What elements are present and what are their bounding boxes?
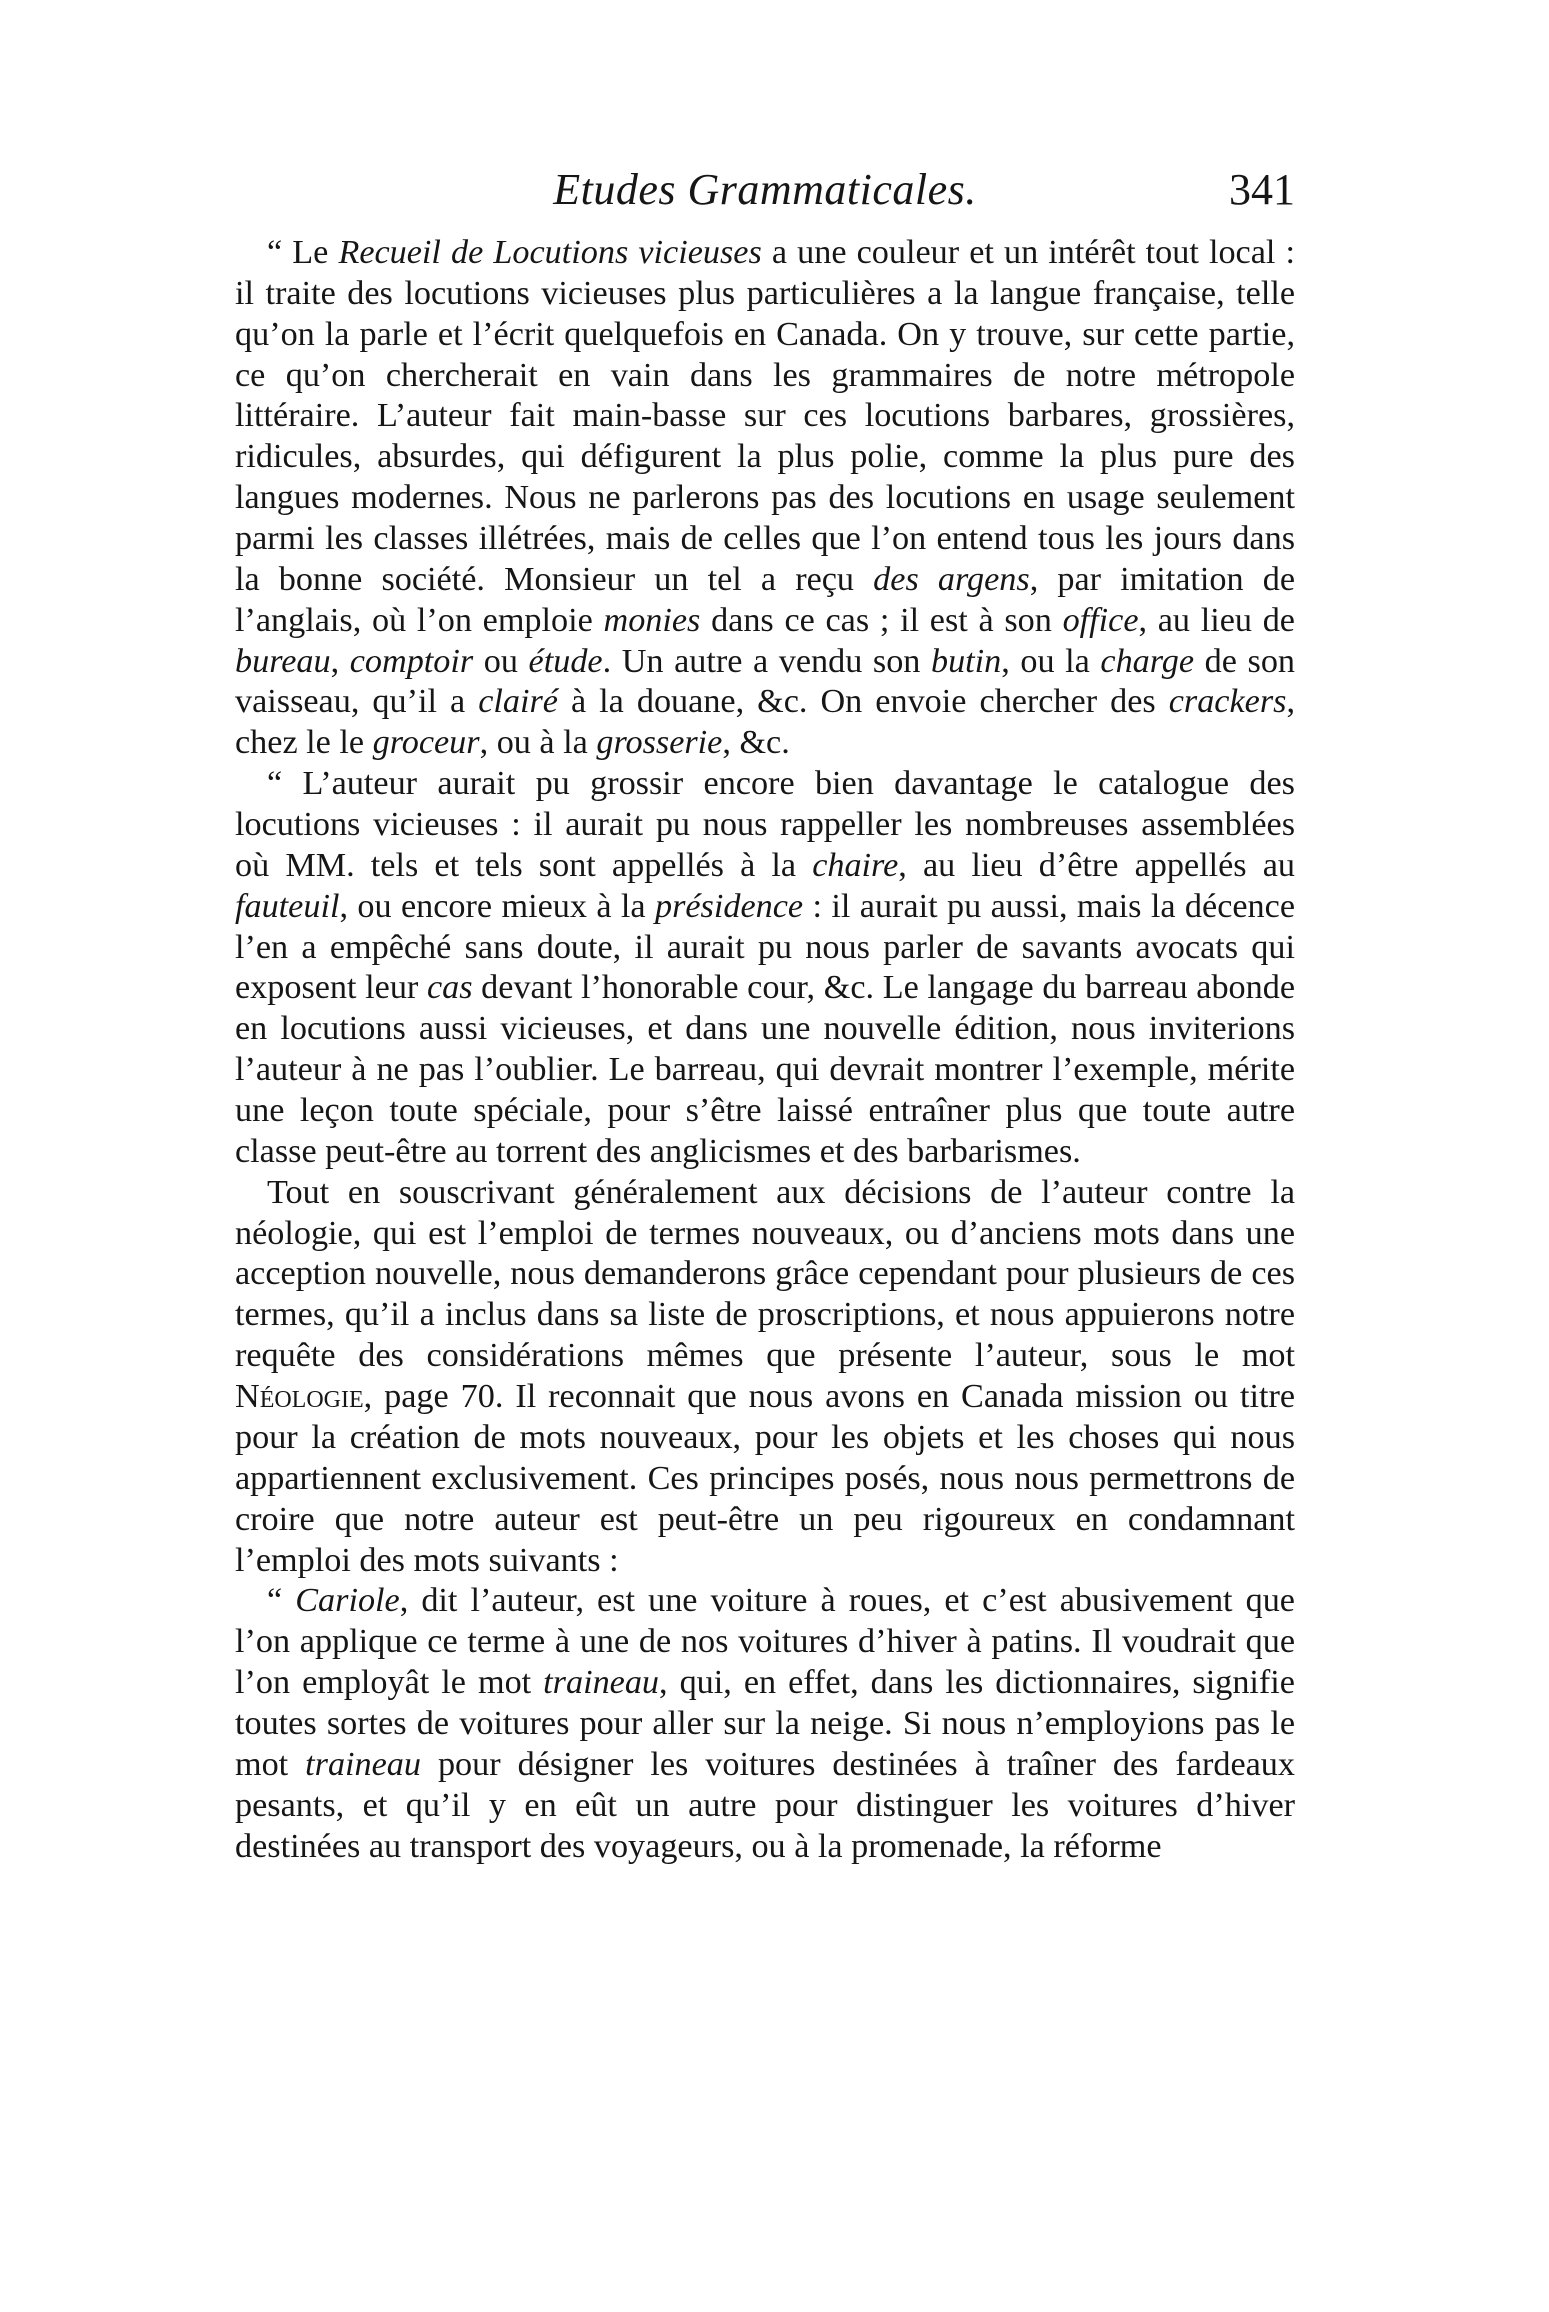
text-run: , ou la — [1001, 642, 1101, 680]
small-caps-term: Néologie — [235, 1378, 364, 1416]
italic-term: crackers — [1168, 683, 1287, 721]
italic-term: des argens — [873, 560, 1030, 598]
text-run: de son vaisseau, qu’il a — [235, 642, 1296, 721]
text-run: . Un autre a vendu son — [602, 642, 931, 680]
text-run: , &c. — [722, 724, 790, 762]
text-run: , au lieu d’être appellés au — [898, 846, 1295, 884]
text-run: pour désigner les voitures destinées à traîner des fardeaux pesants, et qu’il y en eût un autre pour distinguer les voitures d’hiver destinées au transport des voyageurs, ou à la promenade, la réforme — [235, 1745, 1295, 1865]
text-run: , par imitation de l’anglais, où l’on emploie — [235, 560, 1296, 639]
italic-term: groceur — [372, 724, 480, 762]
italic-term: traineau — [543, 1664, 660, 1702]
body-text — [235, 233, 1295, 1867]
running-title: Etudes Grammaticales. — [553, 165, 977, 214]
text-run: , page 70. Il reconnait que nous avons en Canada mission ou titre pour la création de mots nouveaux, pour les objets et les choses qui nous appartiennent exclusivement. Ces principes posés, nous nous permettrons de croire que notre auteur est peut-être un peu rigoureux en condamnant l’emploi des mots suivants : — [235, 1378, 1295, 1579]
text-run: : il aurait pu aussi, mais la décence l’en a empêché sans doute, il aurait pu nous parler de savants avocats qui exposent leur — [235, 887, 1295, 1007]
text-run: , dit l’auteur, est une voiture à roues, et c’est abusivement que l’on applique ce terme à une de nos voitures d’hiver à patins. Il voudrait que l’on employât le mot — [235, 1582, 1295, 1702]
text-run: dans ce cas ; il est à son — [700, 601, 1063, 639]
text-run: “ Le — [267, 234, 339, 271]
italic-term: butin — [930, 642, 1002, 680]
page-number: 341 — [1229, 165, 1295, 214]
paragraph — [235, 764, 1295, 1173]
text-run: , au lieu de — [1138, 601, 1295, 639]
text-run: ou — [473, 642, 529, 680]
text-run: , ou encore mieux à la — [339, 887, 655, 925]
text-run: devant l’honorable cour, &c. Le langage du barreau abonde en locutions aussi vicieuses, et dans une nouvelle édition, nous inviterions l’auteur à ne pas l’oublier. Le barreau, qui devrait montrer l’exemple, mérite une leçon toute spéciale, pour s’être laissé entraîner plus que toute autre classe peut-être au torrent des anglicismes et des barbarismes. — [235, 969, 1295, 1170]
text-run: , — [330, 642, 350, 680]
italic-term: monies — [603, 601, 701, 639]
italic-term: office — [1062, 601, 1139, 639]
text-run: “ — [267, 1582, 296, 1620]
page-header — [235, 150, 1295, 230]
text-run: , qui, en effet, dans les dictionnaires, signifie toutes sortes de voitures pour aller sur la neige. Si nous n’employions pas le mot — [235, 1664, 1295, 1783]
italic-term: étude — [528, 642, 603, 680]
paragraph — [235, 1581, 1295, 1867]
italic-term: charge — [1100, 642, 1195, 680]
italic-term: Cariole — [295, 1582, 400, 1620]
italic-term: comptoir — [349, 642, 474, 680]
text-run: , chez le le — [235, 683, 1295, 762]
text-run: “ L’auteur aurait pu grossir encore bien davantage le catalogue des locutions vicieuses : il aurait pu nous rappeller les nombreuses assemblées où MM. tels et tels sont appellés à la — [235, 765, 1295, 884]
text-run: Tout en souscrivant généralement aux décisions de l’auteur contre la néologie, qui est l’emploi de termes nouveaux, ou d’anciens mots dans une acception nouvelle, nous demanderons grâce cependant pour plusieurs de ces termes, qu’il a inclus dans sa liste de proscriptions, et nous appuierons notre requête des considérations mêmes que présente l’auteur, sous le mot — [235, 1173, 1295, 1375]
paragraph — [235, 233, 1295, 764]
italic-term: bureau — [235, 642, 331, 680]
italic-term: chaire — [812, 846, 899, 884]
italic-term: Recueil de Locutions vicieuses — [338, 234, 762, 271]
text-run: à la douane, &c. On envoie chercher des — [557, 683, 1169, 721]
italic-term: fauteuil — [235, 887, 340, 925]
paragraph — [235, 1173, 1295, 1582]
text-run: , ou à la — [479, 724, 597, 762]
italic-term: présidence — [654, 887, 804, 925]
italic-term: grosserie — [596, 724, 723, 762]
italic-term: clairé — [478, 683, 558, 721]
italic-term: cas — [426, 969, 473, 1007]
text-run: a une couleur et un intérêt tout local : il traite des locutions vicieuses plus particulières a la langue française, telle qu’on la parle et l’écrit quelquefois en Canada. On y trouve, sur cette partie, ce qu’on chercherait en vain dans les grammaires de notre métropole littéraire. L’auteur fait main-basse sur ces locutions barbares, grossières, ridicules, absurdes, qui défigurent la plus polie, comme la plus pure des langues modernes. Nous ne parlerons pas des locutions en usage seulement parmi les classes illétrées, mais de celles que l’on entend tous les jours dans la bonne société. Monsieur un tel a reçu — [235, 234, 1296, 598]
italic-term: traineau — [305, 1745, 421, 1783]
